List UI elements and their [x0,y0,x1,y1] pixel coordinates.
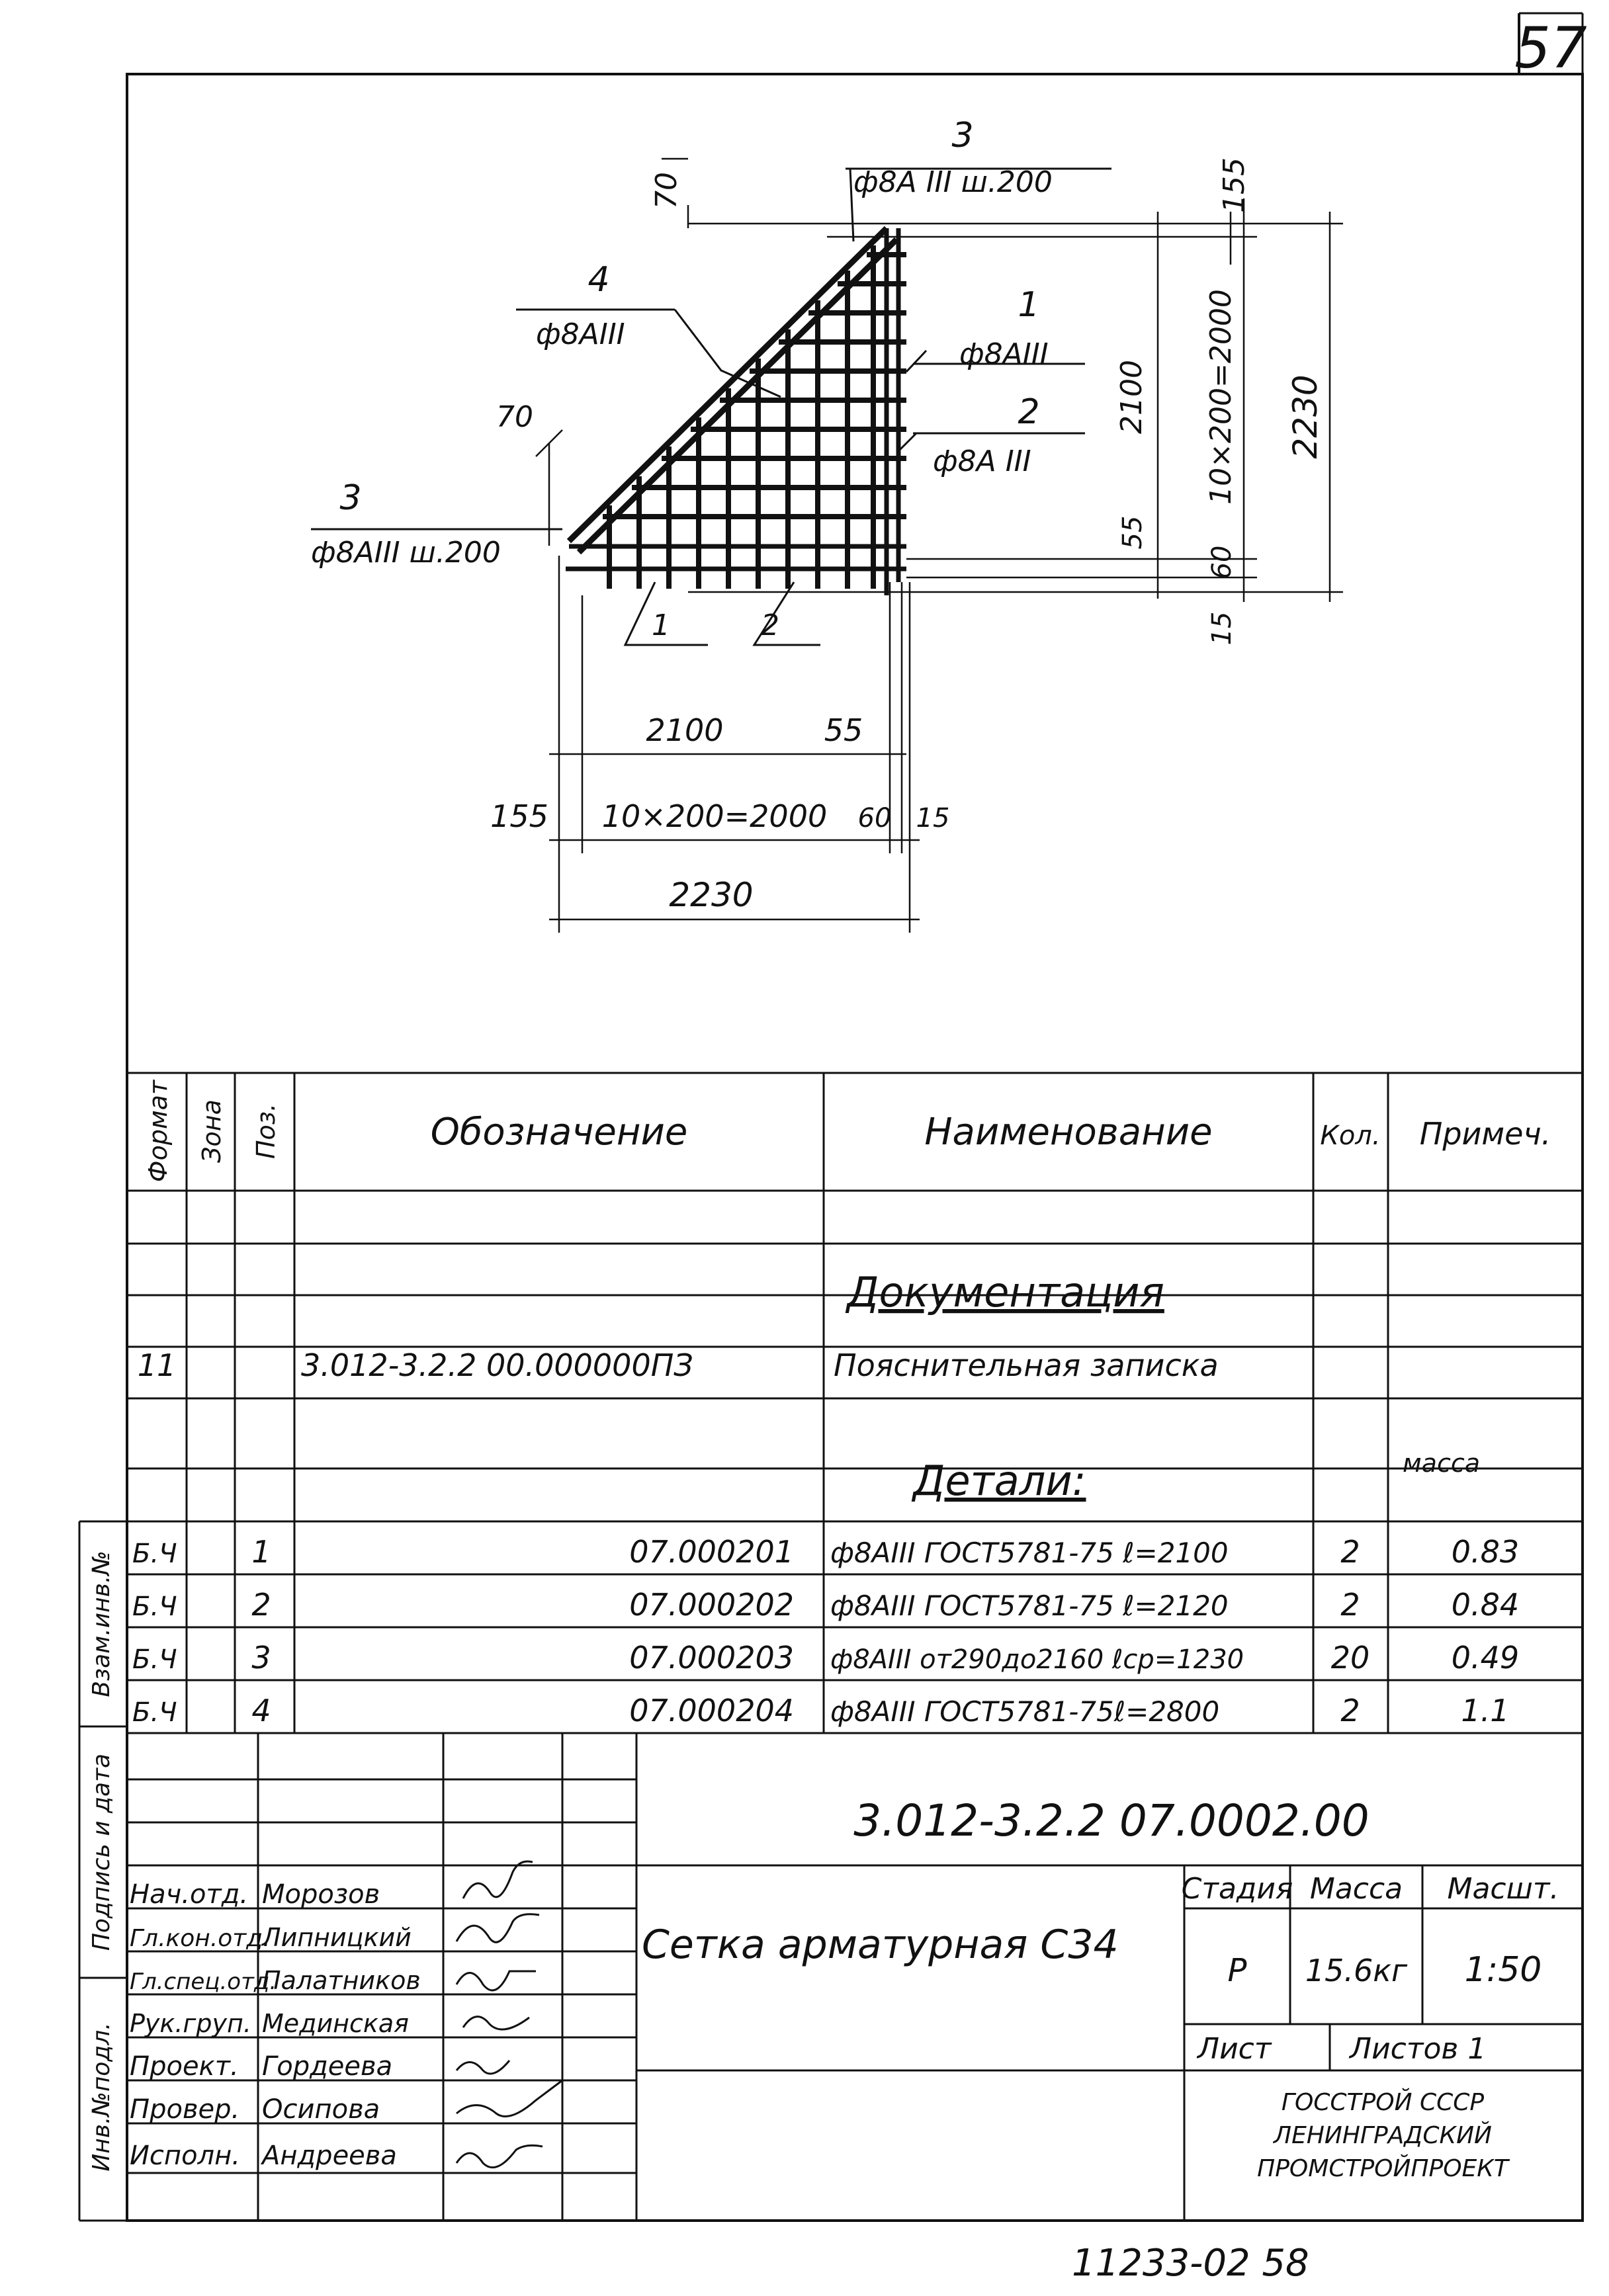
label-pos1-number: 1 [1018,285,1040,325]
signer-name: Палатников [262,1966,421,1995]
row-designation: 07.000201 [629,1534,794,1570]
org-line-3: ПРОМСТРОЙПРОЕКТ [1257,2155,1508,2182]
vertical-dimensions [496,157,1343,645]
label-bottom-pos2: 2 [761,609,779,642]
label-pos1-spec: ф8АIII [959,337,1049,371]
mass-value: 15.6кг [1305,1953,1408,1988]
horizontal-dimensions [490,556,949,933]
signer-row [130,1879,380,1910]
row-format: Б.Ч [132,1644,177,1675]
signer-name: Осипова [262,2094,380,2125]
signer-role: Нач.отд. [130,1879,249,1910]
mass-column-label: масса [1403,1449,1481,1478]
row-qty: 2 [1340,1693,1360,1728]
dim-15-vertical: 15 [1207,611,1237,646]
doc-code: 3.012-3.2.2 07.0002.00 [853,1795,1370,1846]
signer-row [130,2009,409,2038]
header-zone: Зона [197,1099,226,1163]
row-qty: 2 [1340,1587,1360,1623]
signer-role: Гл.кон.отд. [130,1925,271,1952]
row-note: 0.83 [1451,1534,1520,1570]
row-pos: 2 [251,1587,271,1623]
parts-rows [132,1534,1519,1728]
doc-row-designation: 3.012-3.2.2 00.000000ПЗ [301,1347,693,1383]
doc-row-format: 11 [137,1347,177,1383]
label-pos2-number: 2 [1018,392,1040,432]
row-designation: 07.000203 [629,1640,794,1676]
dim-55-horizontal: 55 [824,712,863,748]
row-name: ф8АIII от290до2160 ℓср=1230 [830,1644,1244,1675]
signer-name: Морозов [262,1879,380,1910]
header-name: Наименование [924,1111,1213,1154]
signer-name: Андреева [262,2141,397,2171]
label-pos4-number: 4 [587,260,610,300]
signer-role: Гл.спец.отд. [130,1969,277,1995]
dim-15-horizontal: 15 [916,803,950,833]
specification-table [127,1073,1583,1733]
row-designation: 07.000202 [629,1587,794,1623]
label-pos3-left-number: 3 [339,478,362,518]
stage-label: Стадия [1181,1872,1293,1906]
signer-row [130,2051,392,2082]
header-qty: Кол. [1320,1121,1381,1151]
signer-row [130,1923,412,1952]
vertical-distribution-bars [609,245,873,589]
scale-value: 1:50 [1464,1950,1542,1990]
table-row [132,1534,1519,1570]
row-note: 0.84 [1451,1587,1520,1623]
stamp-vzam-inv: Взам.инв.№ [88,1551,115,1697]
stage-value: Р [1227,1952,1247,1989]
dim-2000-vertical: 10×200=2000 [1204,289,1238,505]
row-qty: 20 [1330,1640,1370,1676]
signer-row [130,2141,397,2171]
label-pos4-spec: ф8АIII [536,318,625,351]
signers-list [130,1879,421,2171]
org-line-1: ГОССТРОЙ СССР [1281,2089,1485,2116]
signer-role: Исполн. [130,2141,240,2171]
header-format: Формат [144,1080,173,1183]
dim-155-horizontal: 155 [490,798,548,834]
dim-2230-vertical: 2230 [1286,374,1325,459]
row-format: Б.Ч [132,1592,177,1622]
header-note: Примеч. [1419,1116,1551,1152]
scale-label: Масшт. [1447,1872,1559,1906]
dim-55-vertical: 55 [1117,515,1148,550]
row-pos: 4 [251,1693,271,1728]
dim-2100-vertical: 2100 [1115,360,1149,434]
dim-60-vertical: 60 [1207,545,1237,579]
signer-row [130,2094,380,2125]
signer-name: Липницкий [262,1923,412,1952]
signer-role: Провер. [130,2094,240,2125]
row-pos: 3 [251,1640,271,1676]
side-stamp [79,1521,127,2221]
signer-role: Проект. [130,2051,239,2082]
label-pos3-left-spec: ф8АIII ш.200 [311,536,501,570]
row-name: ф8АIII ГОСТ5781-75ℓ=2800 [830,1695,1220,1728]
footer-archive-code: 11233-02 58 [1072,2242,1309,2285]
row-qty: 2 [1340,1534,1360,1570]
row-pos: 1 [251,1534,271,1570]
table-row [132,1693,1510,1728]
signer-name: Гордеева [262,2051,393,2082]
dim-70-top: 70 [650,172,683,209]
table-row [132,1640,1519,1676]
dim-60-horizontal: 60 [857,803,892,833]
row-note: 1.1 [1461,1693,1510,1728]
sheet-label: Лист [1197,2032,1272,2066]
org-line-2: ЛЕНИНГРАДСКИЙ [1274,2122,1492,2149]
header-pos: Поз. [251,1103,281,1160]
dim-2000-horizontal: 10×200=2000 [601,798,828,834]
dim-70-left: 70 [496,400,533,434]
row-note: 0.49 [1451,1640,1520,1676]
label-pos2-spec: ф8А III [933,445,1031,478]
stamp-inv-podl: Инв.№подл. [88,2022,115,2172]
rebar-mesh-drawing [311,116,1111,645]
mass-label: Масса [1309,1872,1403,1906]
row-format: Б.Ч [132,1539,177,1569]
signer-name: Мединская [262,2009,409,2038]
section-parts: Детали: [913,1457,1086,1505]
signer-role: Рук.груп. [130,2009,251,2038]
sheets-label: Листов 1 [1350,2032,1487,2066]
stamp-podpis-data: Подпись и дата [88,1753,115,1951]
doc-row-name: Пояснительная записка [834,1347,1219,1383]
row-designation: 07.000204 [629,1693,794,1728]
row-name: ф8АIII ГОСТ5781-75 ℓ=2120 [830,1590,1229,1622]
signer-row [130,1966,421,1995]
signatures [457,1861,562,2168]
label-pos3-top-spec: ф8А III ш.200 [853,165,1053,199]
row-name: ф8АIII ГОСТ5781-75 ℓ=2100 [830,1537,1229,1569]
label-bottom-pos1: 1 [652,609,670,642]
dim-155-vertical: 155 [1217,157,1251,213]
header-designation: Обозначение [430,1111,688,1154]
row-format: Б.Ч [132,1697,177,1728]
section-documentation: Документация [847,1268,1164,1316]
dim-2100-horizontal: 2100 [646,712,724,748]
drawing-title: Сетка арматурная С34 [642,1922,1119,1968]
dim-2230-horizontal: 2230 [669,876,754,914]
table-row [132,1587,1519,1623]
label-pos3-top-number: 3 [951,116,974,155]
title-block [127,1733,1583,2221]
sheet-number: 57 [1514,15,1587,81]
